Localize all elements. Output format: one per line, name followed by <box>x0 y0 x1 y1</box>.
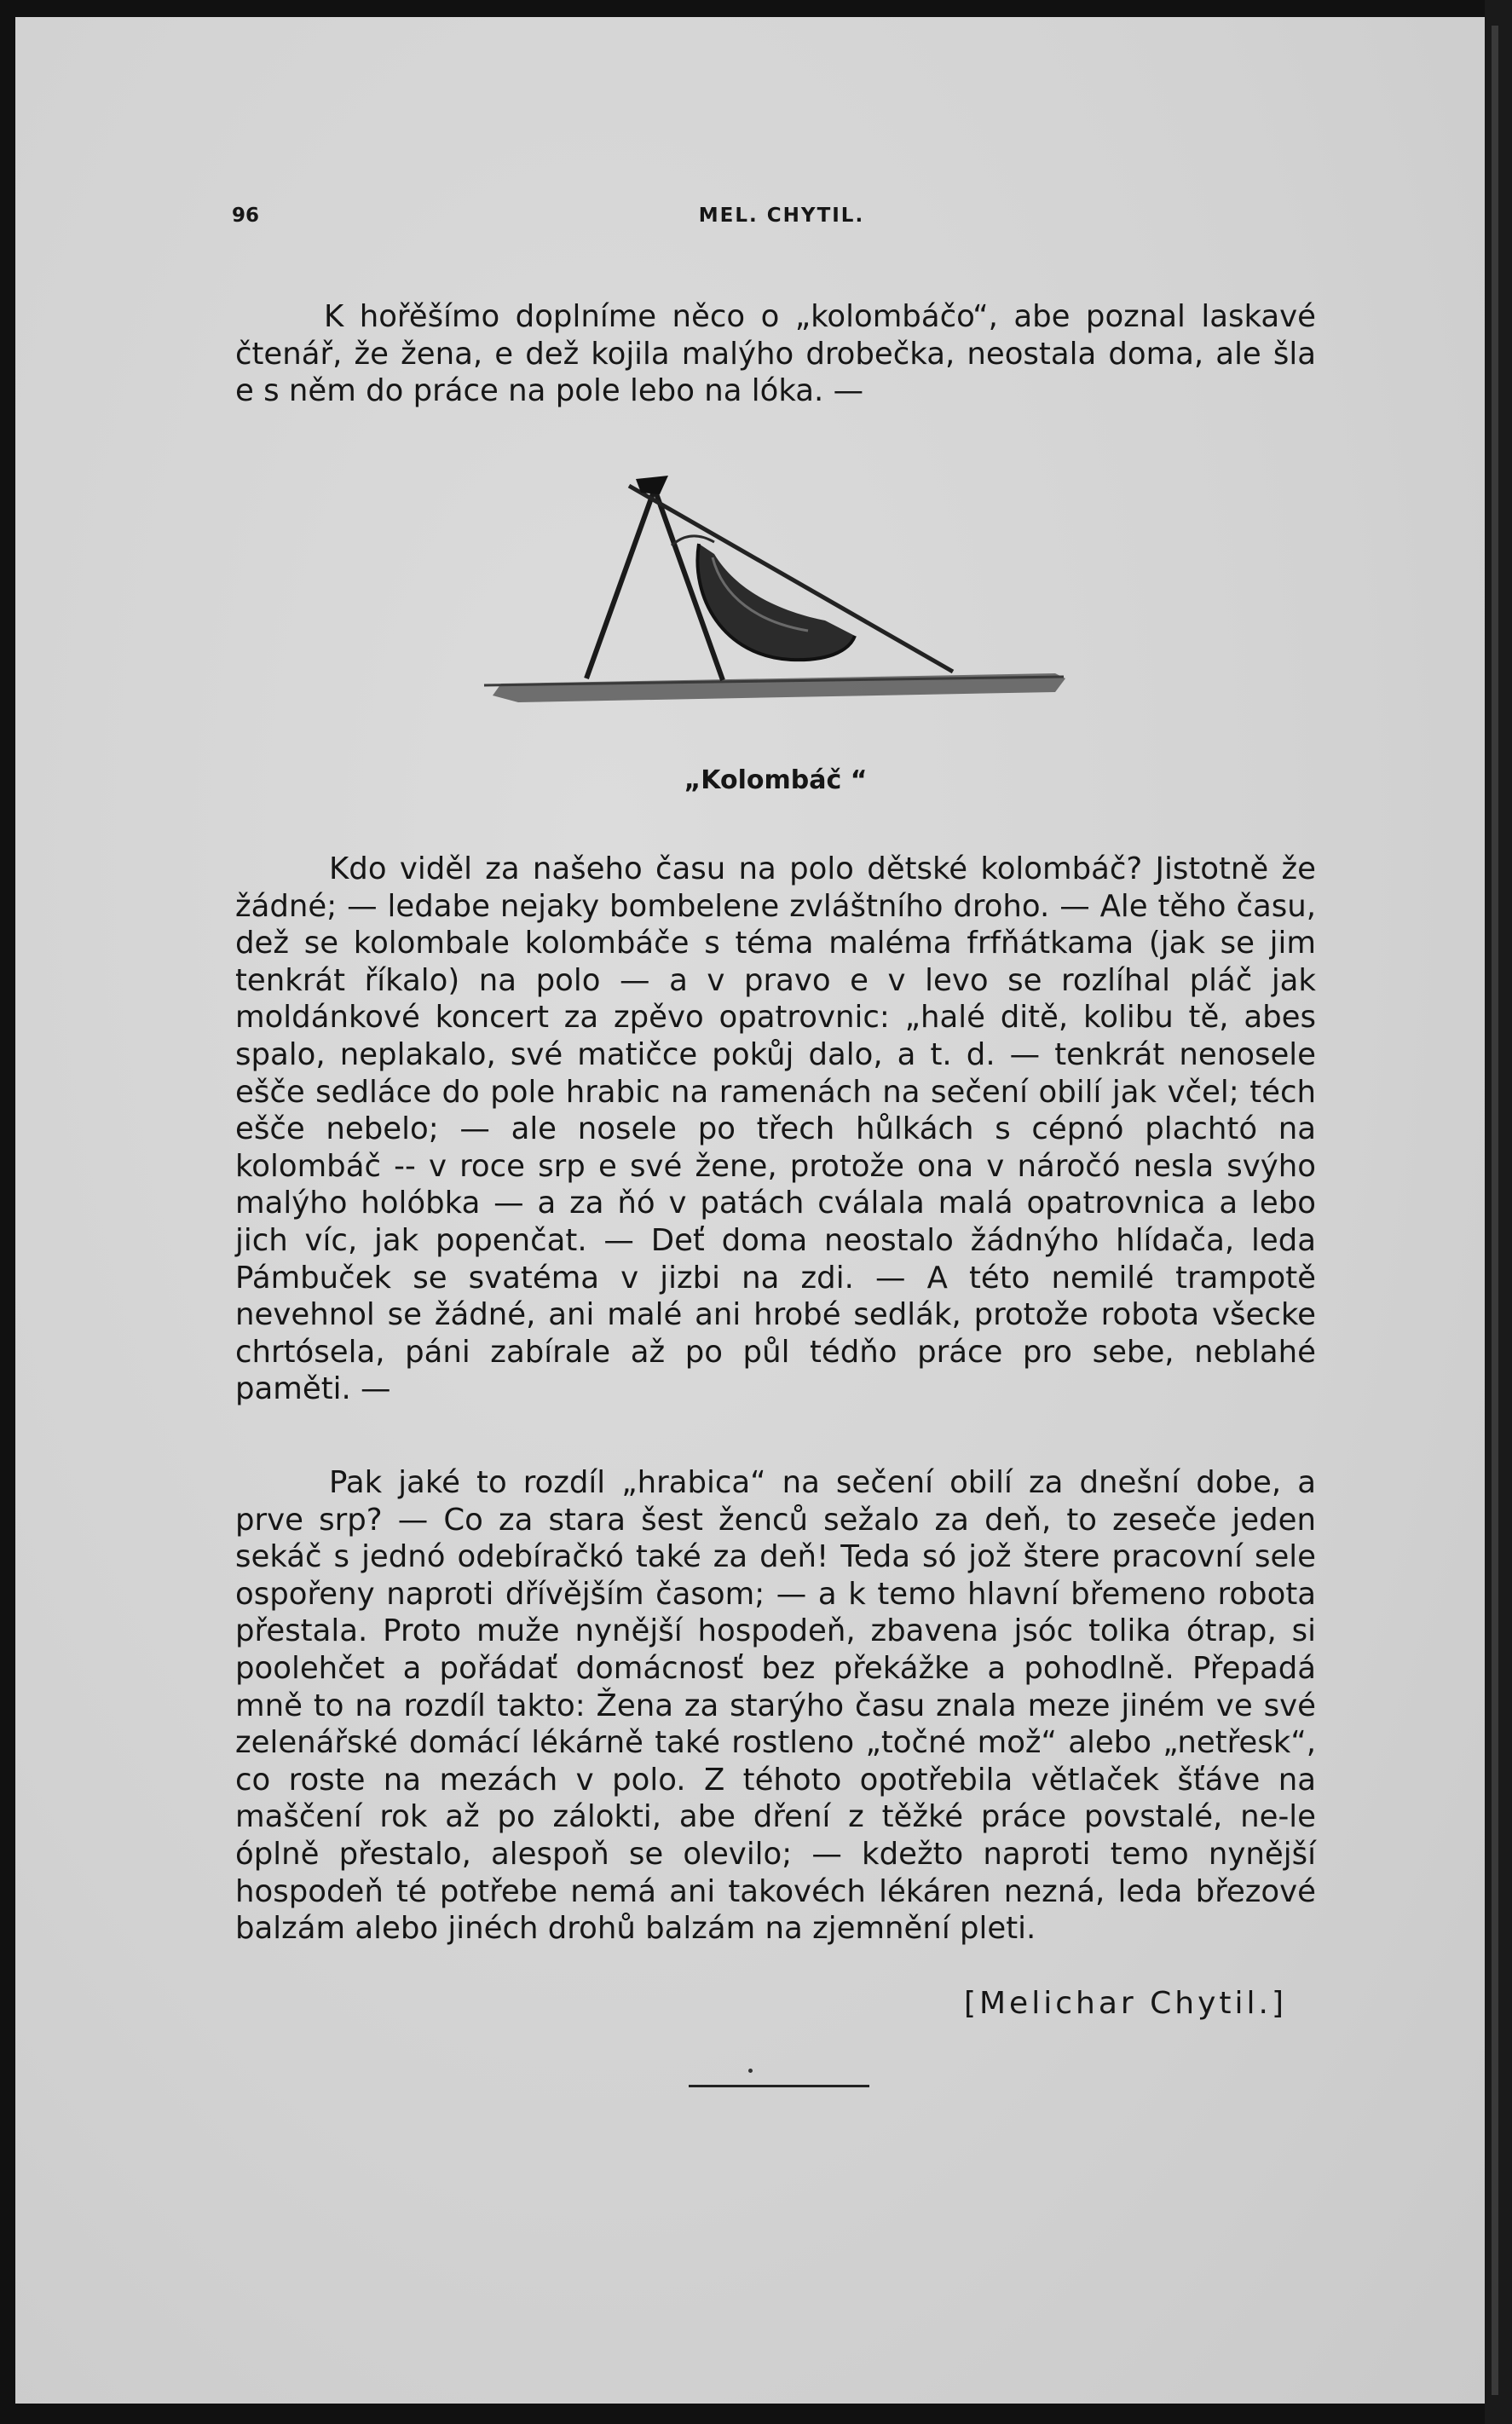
end-rule <box>689 2085 869 2087</box>
kolombac-illustration <box>467 469 1081 724</box>
page-header <box>232 205 1331 239</box>
scan-edge <box>1485 0 1512 2424</box>
page-number: 96 <box>232 205 260 227</box>
end-dot <box>748 2069 753 2073</box>
author-signature: [Melichar Chytil.] <box>963 1986 1287 2021</box>
paragraph-body: Kdo viděl za našeho času na polo dětské kolombáč? Jistotně že žádné; — ledabe nejaky bombelene zvláštního droho. — Ale těho času, dež se kolombale kolombáče s téma maléma frfňátkama (jak se jim tenkrát říkalo) na polo — a v pravo e v levo se rozlíhal pláč jak moldánkové koncert za zpěvo opatrovnic: „halé ditě, kolibu tě, abes spalo, neplakalo, své matičce pokůj dalo, a t. d. — tenkrát nenosele ešče sedláce do pole hrabic na ramenách na sečení obilí jak včel; téch ešče nebelo; — ale nosele po třech hůlkách s cépnó plachtó na kolombáč -- v roce srp e své žene, protože ona v náročó nesla svýho malýho holóbka — a za ňó v patách cválala malá opatrovnica a lebo jich víc, jak popenčat. — Deť doma neostalo žádnýho hlídača, leda Pámbuček se svatéma v jizbi na zdi. — A této nemilé trampotě nevehnol se žádné, ani malé ani hrobé sedlák, protože robota všecke chrtósela, páni zabírale až po půl tédňo práce pro sebe, neblahé paměti. — <box>235 851 1316 1407</box>
figure-caption: „Kolombáč “ <box>684 765 868 795</box>
scan-edge-strip <box>1492 26 1498 2395</box>
running-head: MEL. CHYTIL. <box>698 205 865 227</box>
pole-tie <box>636 476 668 494</box>
paragraph-closing: Pak jaké to rozdíl „hrabica“ na sečení obilí za dnešní dobe, a prve srp? — Co za stara šest ženců sežalo za deň, to zeseče jeden sekáč s jednó odebíračkó také za deň! Teda só jož štere pracovní sele ospořeny naproti dřívějším časom; — a k temo hlavní břemeno robota přestala. Proto muže nynější hospodeň, zbavena jsóc tolika ótrap, si poolehčet a pořádať domácnosť bez překážke a pohodlně. Přepadá mně to na rozdíl takto: Žena za starýho času znala meze jiném ve své zelenářské domácí lékárně také rostleno „točné mož“ alebo „netřesk“, co roste na mezách v polo. Z téhoto opotřebila větlaček šťáve na maščení rok až po zálokti, abe dření z těžké práce povstalé, ne-le óplně přestalo, alespoň se olevilo; — kdežto naproti temo nynější hospodeň té potřebe nemá ani takovéch lékáren nezná, leda březové balzám alebo jinéch drohů balzám na zjemnění pleti. <box>235 1465 1316 1947</box>
hammock-cord <box>672 536 714 545</box>
pole-left <box>586 484 656 678</box>
paragraph-intro: K hořěšímo doplníme něco o „kolombáčo“, abe poznal laskavé čtenář, že žena, e dež kojila malýho drobečka, neostala doma, ale šla e s něm do práce na pole lebo na lóka. — <box>235 299 1316 409</box>
